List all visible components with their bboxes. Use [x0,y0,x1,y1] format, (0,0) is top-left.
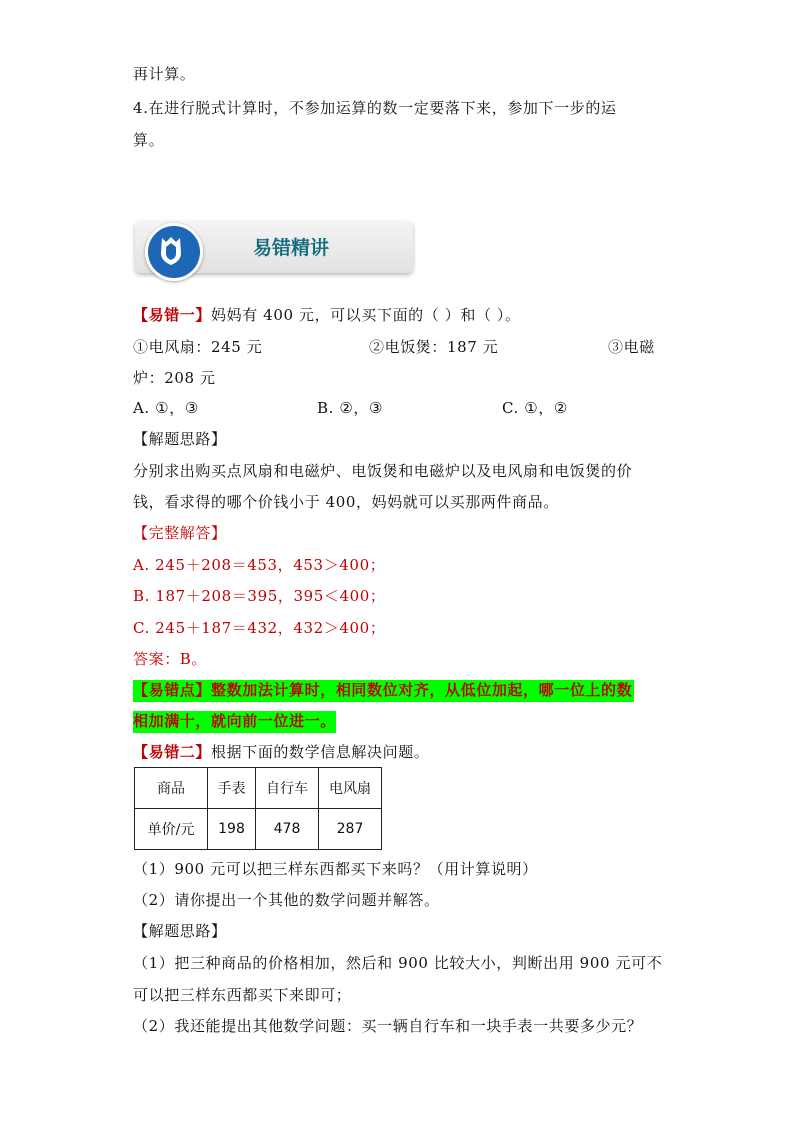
table-row [135,809,382,850]
table-header-cell: 自行车 [256,768,319,809]
error1-calc-b: B. 187＋208＝395，395＜400； [133,587,386,605]
error1-option-b: B. ②，③ [317,399,384,417]
table-header-cell: 电风扇 [319,768,382,809]
table-cell: 287 [319,809,382,850]
error2-thinking-line3: （2）我还能提出其他数学问题：买一辆自行车和一块手表一共要多少元？ [133,1017,643,1035]
table-cell: 478 [256,809,319,850]
error1-answer: 答案：B。 [133,650,208,668]
error1-question: 妈妈有 400 元，可以买下面的（ ）和（ ）。 [211,306,521,324]
error2-q2: （2）请你提出一个其他的数学问题并解答。 [133,891,440,909]
error1-thinking-line2: 钱，看求得的哪个价钱小于 400，妈妈就可以买那两件商品。 [133,493,559,511]
error2-thinking-line2: 可以把三样东西都买下来即可； [133,986,352,1004]
error1-item1: ①电风扇：245 元 [133,338,263,356]
error1-calc-a: A. 245＋208＝453，453＞400； [133,556,386,574]
table-header-cell: 商品 [135,768,208,809]
error2-thinking-line1: （1）把三种商品的价格相加，然后和 900 比较大小，判断出用 900 元可不 [133,954,663,972]
table-cell: 单价/元 [135,809,208,850]
error1-option-a: A. ①，③ [133,399,199,417]
error1-item2: ②电饭煲：187 元 [369,338,499,356]
table-cell: 198 [208,809,256,850]
error1-thinking-line1: 分别求出购买点风扇和电磁炉、电饭煲和电磁炉以及电风扇和电饭煲的价 [133,462,633,480]
error1-full-answer-title: 【完整解答】 [133,524,227,542]
error1-tag: 【易错一】 [133,306,212,324]
error1-item3-part2: 炉：208 元 [133,369,216,387]
error1-question-line [133,305,521,325]
error2-question-line [133,742,429,762]
intro-line-1: 再计算。 [133,65,196,83]
banner-title: 易错精讲 [253,237,330,259]
error1-point-line2: 相加满十，就向前一位进一。 [133,711,336,733]
shield-icon [145,223,197,275]
error1-point-tag: 【易错点】 [133,681,212,699]
intro-line-3: 算。 [133,131,165,149]
error1-point-text1: 整数加法计算时，相同数位对齐，从低位加起，哪一位上的数 [211,681,633,699]
section-banner [135,221,413,273]
error2-question: 根据下面的数学信息解决问题。 [211,743,430,761]
table-header-row [135,768,382,809]
error1-item3-part1: ③电磁 [608,338,655,356]
error2-q1: （1）900 元可以把三样东西都买下来吗？（用计算说明） [133,860,538,878]
banner-badge [145,223,203,281]
error2-thinking-title: 【解题思路】 [133,922,227,940]
error1-option-c: C. ①，② [502,399,568,417]
error1-point-line1 [133,680,634,702]
price-table [134,767,382,850]
error1-calc-c: C. 245＋187＝432，432＞400； [133,619,386,637]
intro-line-2: 4.在进行脱式计算时，不参加运算的数一定要落下来，参加下一步的运 [133,99,617,117]
table-header-cell: 手表 [208,768,256,809]
error1-thinking-title: 【解题思路】 [133,430,227,448]
error2-tag: 【易错二】 [133,743,212,761]
